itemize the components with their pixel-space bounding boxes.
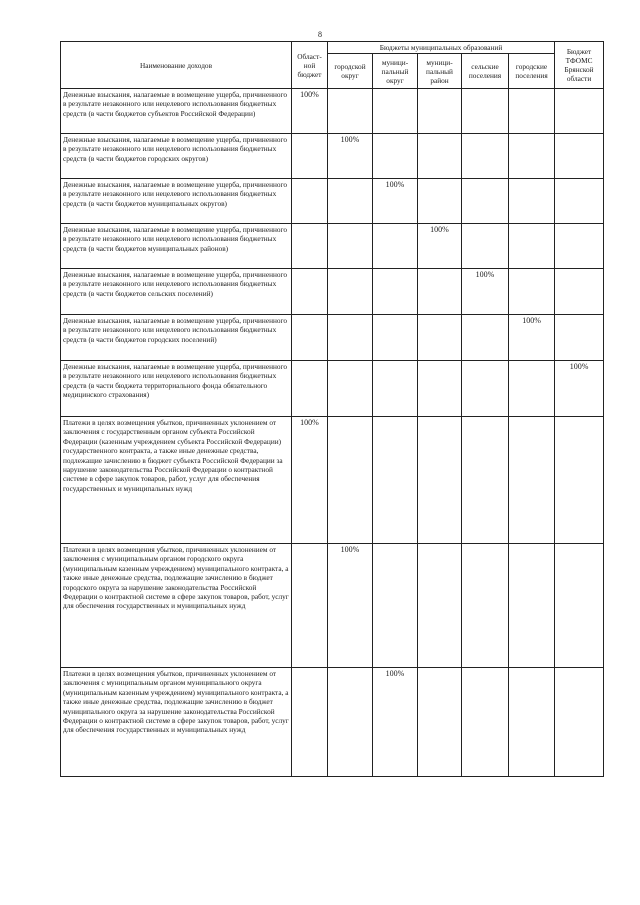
share-cell-gorodskie-poseleniya bbox=[509, 269, 555, 315]
table-row bbox=[61, 315, 604, 361]
share-cell-gorodskoy-okrug: 100% bbox=[328, 134, 373, 179]
share-cell-municipalny-rayon: 100% bbox=[418, 224, 462, 269]
revenue-name-cell: Денежные взыскания, налагаемые в возмещение ущерба, причиненного в результате незаконного или нецелевого использования бюджетных средств (в части бюджетов городских поселений) bbox=[61, 315, 292, 361]
header-municipalny-okrug: муници-пальный округ bbox=[373, 54, 418, 89]
share-cell-gorodskie-poseleniya bbox=[509, 224, 555, 269]
share-cell-regional bbox=[292, 315, 328, 361]
share-cell-tfoms: 100% bbox=[555, 361, 604, 417]
share-cell-selskie-poseleniya bbox=[462, 668, 509, 777]
table-row bbox=[61, 89, 604, 134]
share-cell-municipalny-rayon bbox=[418, 668, 462, 777]
revenue-name-cell: Денежные взыскания, налагаемые в возмещение ущерба, причиненного в результате незаконного или нецелевого использования бюджетных средств (в части бюджетов городских округов) bbox=[61, 134, 292, 179]
share-cell-gorodskie-poseleniya bbox=[509, 89, 555, 134]
share-cell-tfoms bbox=[555, 134, 604, 179]
revenue-name-cell: Платежи в целях возмещения убытков, причиненных уклонением от заключения с муниципальным органом городского округа (муниципальным казенным учреждением) муниципального контракта, а также иные денежные средства, подлежащие зачислению в бюджет городского округа за нарушение законодательства Российской Федерации о контрактной системе в сфере закупок товаров, работ, услуг для обеспечения государственных и муниципальных нужд bbox=[61, 544, 292, 668]
table-row bbox=[61, 668, 604, 777]
share-cell-municipalny-okrug bbox=[373, 361, 418, 417]
share-cell-municipalny-rayon bbox=[418, 269, 462, 315]
table-row bbox=[61, 361, 604, 417]
revenue-name-cell: Денежные взыскания, налагаемые в возмещение ущерба, причиненного в результате незаконного или нецелевого использования бюджетных средств (в части бюджетов субъектов Российской Федерации) bbox=[61, 89, 292, 134]
share-cell-selskie-poseleniya bbox=[462, 315, 509, 361]
share-cell-regional bbox=[292, 224, 328, 269]
share-cell-gorodskoy-okrug bbox=[328, 179, 373, 224]
share-cell-municipalny-rayon bbox=[418, 315, 462, 361]
share-cell-municipalny-okrug bbox=[373, 417, 418, 544]
share-cell-tfoms bbox=[555, 269, 604, 315]
share-cell-selskie-poseleniya bbox=[462, 89, 509, 134]
table-row bbox=[61, 134, 604, 179]
revenue-name-cell: Денежные взыскания, налагаемые в возмещение ущерба, причиненного в результате незаконного или нецелевого использования бюджетных средств (в части бюджета территориального фонда обязательного медицинского страхования) bbox=[61, 361, 292, 417]
share-cell-gorodskie-poseleniya: 100% bbox=[509, 315, 555, 361]
share-cell-municipalny-rayon bbox=[418, 134, 462, 179]
share-cell-gorodskie-poseleniya bbox=[509, 668, 555, 777]
share-cell-municipalny-rayon bbox=[418, 361, 462, 417]
share-cell-gorodskoy-okrug bbox=[328, 315, 373, 361]
table-row bbox=[61, 269, 604, 315]
share-cell-municipalny-okrug bbox=[373, 544, 418, 668]
share-cell-regional bbox=[292, 361, 328, 417]
share-cell-regional bbox=[292, 269, 328, 315]
revenue-name-cell: Денежные взыскания, налагаемые в возмещение ущерба, причиненного в результате незаконного или нецелевого использования бюджетных средств (в части бюджетов сельских поселений) bbox=[61, 269, 292, 315]
share-cell-municipalny-rayon bbox=[418, 417, 462, 544]
share-cell-tfoms bbox=[555, 179, 604, 224]
header-tfoms: Бюджет ТФОМС Брянской области bbox=[555, 42, 604, 89]
share-cell-regional bbox=[292, 179, 328, 224]
share-cell-selskie-poseleniya bbox=[462, 224, 509, 269]
share-cell-tfoms bbox=[555, 544, 604, 668]
share-cell-regional bbox=[292, 668, 328, 777]
header-regional: Област-ной бюджет bbox=[292, 42, 328, 89]
share-cell-gorodskie-poseleniya bbox=[509, 417, 555, 544]
share-cell-municipalny-okrug bbox=[373, 89, 418, 134]
share-cell-tfoms bbox=[555, 668, 604, 777]
share-cell-selskie-poseleniya: 100% bbox=[462, 269, 509, 315]
revenue-distribution-table bbox=[60, 41, 604, 777]
share-cell-municipalny-okrug bbox=[373, 269, 418, 315]
header-name: Наименование доходов bbox=[61, 42, 292, 89]
share-cell-municipalny-okrug: 100% bbox=[373, 668, 418, 777]
share-cell-selskie-poseleniya bbox=[462, 544, 509, 668]
share-cell-gorodskoy-okrug bbox=[328, 668, 373, 777]
share-cell-regional: 100% bbox=[292, 89, 328, 134]
header-gorodskie-poseleniya: городские поселения bbox=[509, 54, 555, 89]
table-row bbox=[61, 224, 604, 269]
share-cell-gorodskie-poseleniya bbox=[509, 361, 555, 417]
share-cell-tfoms bbox=[555, 417, 604, 544]
share-cell-tfoms bbox=[555, 224, 604, 269]
share-cell-tfoms bbox=[555, 89, 604, 134]
share-cell-gorodskie-poseleniya bbox=[509, 544, 555, 668]
revenue-name-cell: Денежные взыскания, налагаемые в возмещение ущерба, причиненного в результате незаконного или нецелевого использования бюджетных средств (в части бюджетов муниципальных районов) bbox=[61, 224, 292, 269]
table-row bbox=[61, 179, 604, 224]
revenue-name-cell: Платежи в целях возмещения убытков, причиненных уклонением от заключения с муниципальным органом муниципального округа (муниципальным казенным учреждением) муниципального контракта, а также иные денежные средства, подлежащие зачислению в бюджет муниципального округа за нарушение законодательства Российской Федерации о контрактной системе в сфере закупок товаров, работ, услуг для обеспечения государственных и муниципальных нужд bbox=[61, 668, 292, 777]
share-cell-selskie-poseleniya bbox=[462, 361, 509, 417]
header-municipalny-rayon: муници-пальный район bbox=[418, 54, 462, 89]
share-cell-municipalny-okrug bbox=[373, 224, 418, 269]
share-cell-gorodskie-poseleniya bbox=[509, 179, 555, 224]
share-cell-municipalny-rayon bbox=[418, 544, 462, 668]
share-cell-gorodskoy-okrug bbox=[328, 361, 373, 417]
revenue-name-cell: Платежи в целях возмещения убытков, причиненных уклонением от заключения с государственным органом субъекта Российской Федерации (казенным учреждением субъекта Российской Федерации) государственного контракта, а также иные денежные средства, подлежащие зачислению в бюджет субъекта Российской Федерации за нарушение законодательства Российской Федерации о контрактной системе в сфере закупок товаров, работ, услуг для обеспечения государственных и муниципальных нужд bbox=[61, 417, 292, 544]
share-cell-gorodskoy-okrug bbox=[328, 269, 373, 315]
share-cell-gorodskoy-okrug bbox=[328, 89, 373, 134]
header-selskie-poseleniya: сельские поселения bbox=[462, 54, 509, 89]
share-cell-regional bbox=[292, 134, 328, 179]
share-cell-regional: 100% bbox=[292, 417, 328, 544]
share-cell-gorodskoy-okrug bbox=[328, 224, 373, 269]
share-cell-selskie-poseleniya bbox=[462, 179, 509, 224]
share-cell-gorodskoy-okrug: 100% bbox=[328, 544, 373, 668]
table-row bbox=[61, 544, 604, 668]
revenue-name-cell: Денежные взыскания, налагаемые в возмещение ущерба, причиненного в результате незаконного или нецелевого использования бюджетных средств (в части бюджетов муниципальных округов) bbox=[61, 179, 292, 224]
header-gorodskoy-okrug: городской округ bbox=[328, 54, 373, 89]
share-cell-gorodskie-poseleniya bbox=[509, 134, 555, 179]
table-row bbox=[61, 417, 604, 544]
share-cell-municipalny-rayon bbox=[418, 89, 462, 134]
share-cell-municipalny-okrug: 100% bbox=[373, 179, 418, 224]
share-cell-selskie-poseleniya bbox=[462, 417, 509, 544]
page-number: 8 bbox=[318, 30, 322, 39]
share-cell-selskie-poseleniya bbox=[462, 134, 509, 179]
share-cell-municipalny-okrug bbox=[373, 134, 418, 179]
share-cell-municipalny-okrug bbox=[373, 315, 418, 361]
share-cell-municipalny-rayon bbox=[418, 179, 462, 224]
share-cell-regional bbox=[292, 544, 328, 668]
header-municipal-group: Бюджеты муниципальных образований bbox=[328, 42, 555, 54]
share-cell-gorodskoy-okrug bbox=[328, 417, 373, 544]
share-cell-tfoms bbox=[555, 315, 604, 361]
